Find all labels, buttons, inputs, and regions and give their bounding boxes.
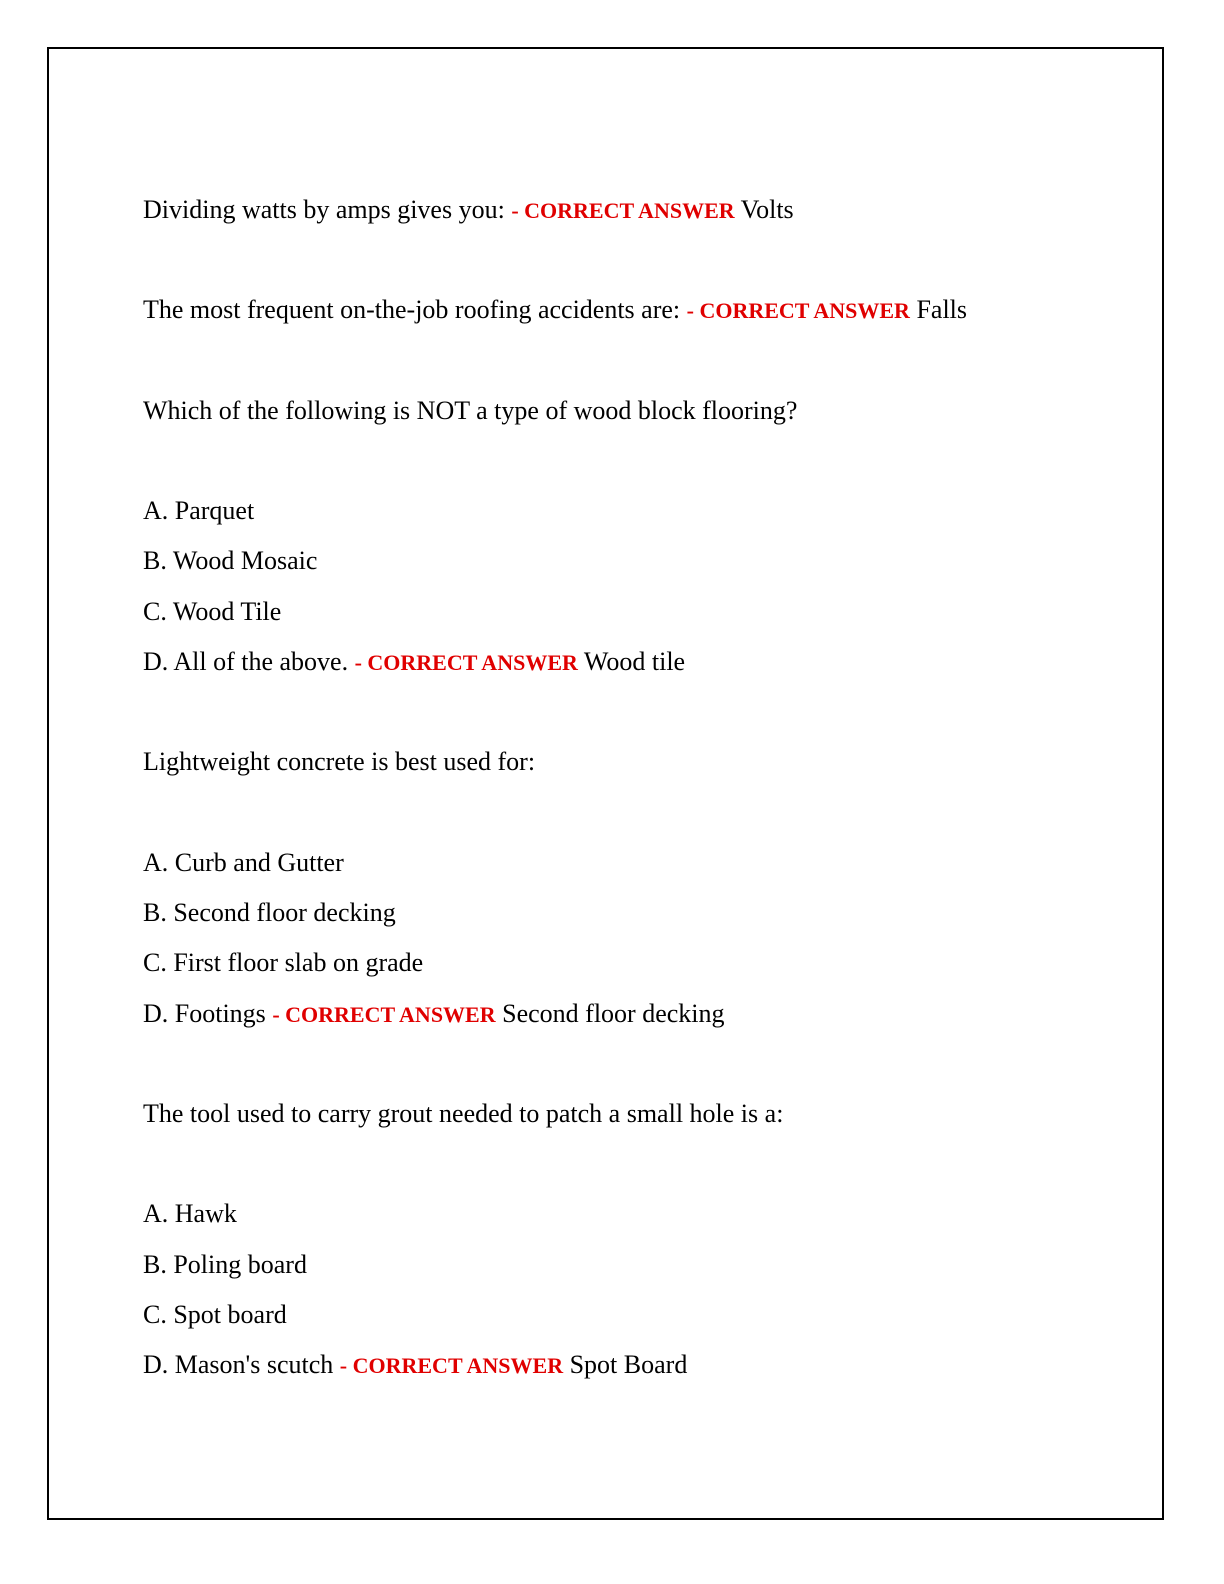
option-b [143, 546, 317, 576]
option-b [143, 1250, 307, 1280]
option-text: C. Wood Tile [143, 597, 282, 626]
option-c [143, 948, 423, 978]
question-text: Dividing watts by amps gives you: [143, 195, 505, 224]
option-text: B. Wood Mosaic [143, 546, 318, 575]
option-c [143, 597, 281, 627]
answer-text: Falls [916, 295, 968, 324]
question-text: The most frequent on-the-job roofing accidents are: [143, 295, 681, 324]
answer-text: Wood tile [583, 647, 686, 676]
option-text: D. Footings [143, 999, 266, 1028]
correct-answer-marker: - CORRECT ANSWER [354, 650, 578, 675]
question-grout-tool [143, 1099, 783, 1129]
question-text: The tool used to carry grout needed to patch a small hole is a: [143, 1099, 784, 1128]
correct-answer-marker: - CORRECT ANSWER [339, 1353, 564, 1378]
option-a [143, 496, 254, 526]
answer-text: Second floor decking [502, 999, 725, 1028]
option-c [143, 1300, 287, 1330]
option-text: C. Spot board [143, 1300, 287, 1329]
option-a [143, 848, 344, 878]
option-d [143, 1350, 687, 1381]
option-text: A. Curb and Gutter [143, 848, 344, 877]
correct-answer-marker: - CORRECT ANSWER [511, 198, 735, 223]
option-b [143, 898, 396, 928]
correct-answer-marker: - CORRECT ANSWER [272, 1002, 496, 1027]
option-text: B. Poling board [143, 1250, 307, 1279]
option-text: A. Hawk [143, 1199, 237, 1228]
option-text: A. Parquet [143, 496, 255, 525]
answer-text: Spot Board [569, 1350, 688, 1379]
answer-text: Volts [740, 195, 794, 224]
question-wood-block-flooring [143, 396, 797, 426]
option-d [143, 647, 685, 678]
question-text: Which of the following is NOT a type of wood block flooring? [143, 396, 798, 425]
question-text: Lightweight concrete is best used for: [143, 747, 536, 776]
option-text: B. Second floor decking [143, 898, 396, 927]
option-d [143, 999, 725, 1030]
question-roofing-accidents [143, 295, 967, 326]
question-lightweight-concrete [143, 747, 535, 777]
correct-answer-marker: - CORRECT ANSWER [686, 298, 910, 323]
option-text: D. All of the above. [143, 647, 349, 676]
question-watts-amps [143, 195, 794, 226]
option-text: D. Mason's scutch [143, 1350, 334, 1379]
option-a [143, 1199, 237, 1229]
option-text: C. First floor slab on grade [143, 948, 424, 977]
